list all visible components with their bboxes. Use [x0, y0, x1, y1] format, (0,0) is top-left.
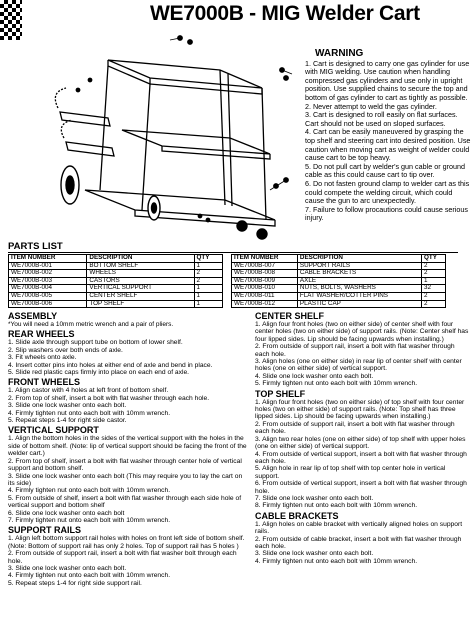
- cell: PLASTIC CAP: [297, 300, 421, 308]
- step: 2. From outside of support rail, insert a bolt with flat washer bolt through each hole.: [8, 550, 237, 565]
- section-heading: VERTICAL SUPPORT: [8, 425, 99, 436]
- header-qty: QTY: [194, 255, 222, 263]
- step: 5. Repeat steps 1-4 for right side support rail.: [8, 579, 142, 587]
- cell: 2: [422, 270, 446, 278]
- warning-heading: WARNING: [315, 48, 364, 59]
- warning-item: 5. Do not pull cart by welder's gun cable or ground cable as this could cause cart to tip over.: [305, 161, 465, 180]
- cell: 2: [194, 277, 222, 285]
- cell: AXLE: [297, 277, 421, 285]
- step: 4. Firmly tighten nut onto each bolt with 10mm wrench.: [8, 409, 171, 417]
- parts-list: [8, 241, 468, 308]
- cell: 1: [194, 262, 222, 270]
- parts-list-title: PARTS LIST: [8, 241, 458, 253]
- step: 4. Slide one lock washer onto each bolt.: [255, 372, 374, 380]
- step: 2. From outside of support rail, insert a bolt with flat washer through each hole.: [255, 420, 455, 436]
- step: 6. Slide one lock washer onto each bolt: [8, 509, 125, 517]
- step: 5. From outside of shelf, insert a bolt with flat washer through each side hole of vertical support and bottom shelf: [8, 494, 242, 510]
- cell: WE7000B-010: [232, 285, 298, 293]
- cell: 1: [422, 277, 446, 285]
- step: 3. Slide one lock washer onto each bolt.: [8, 402, 127, 410]
- cart-exploded-diagram: [30, 30, 300, 242]
- step: 3. Align two rear holes (one on either side) of top shelf with upper holes (one on either side) of vertical support.: [255, 435, 466, 451]
- table-row: [9, 300, 223, 308]
- section-heading: CABLE BRACKETS: [255, 510, 339, 521]
- step: 8. Firmly tighten nut onto each bolt with 10mm wrench.: [255, 502, 418, 510]
- step: 4. Insert cotter pins into holes at either end of axle and bend in place.: [8, 361, 213, 369]
- assembly-left-column: [8, 310, 248, 587]
- warning-item: 4. Cart can be easily maneuvered by grasping the top shelf and steering cart into desired position. Use caution when moving cart as weight of welder could cause cart to be top heavy.: [305, 127, 471, 163]
- step: 6. From outside of vertical support, insert a bolt with flat washer through hole.: [255, 480, 467, 495]
- cell: 1: [194, 285, 222, 293]
- cell: VERTICAL SUPPORT: [87, 285, 194, 293]
- cell: WE7000B-007: [232, 262, 298, 270]
- header-description: DESCRIPTION: [297, 255, 421, 263]
- step: 3. Slide one lock washer onto each bolt.: [8, 564, 127, 572]
- step: 7. Slide one lock washer onto each bolt.: [255, 494, 374, 502]
- step: 4. Firmly tighten nut onto each bolt with 10mm wrench.: [255, 557, 418, 565]
- table-row: [232, 292, 446, 300]
- step: 2. From outside of support rail, insert a bolt with flat washer through each hole.: [255, 343, 455, 358]
- header-item-number: ITEM NUMBER: [232, 255, 298, 263]
- step: 1. Align four front holes (two on either side) of top shelf with four center holes (two on either side) of support rails. (Note: Top shelf has three lipped sides. Lip should be facing upwards when installing.): [255, 398, 465, 421]
- cell: CABLE BRACKETS: [297, 270, 421, 278]
- step: 2. From outside of cable bracket, insert a bolt with flat washer through each hole.: [255, 535, 462, 550]
- section-heading: REAR WHEELS: [8, 329, 75, 340]
- warning-item: 2. Never attempt to weld the gas cylinder.: [305, 101, 437, 111]
- cell: 2: [194, 270, 222, 278]
- step: 1. Align left bottom support rail holes with holes on front left side of bottom shelf. (Note: Bottom of support rail has only 2 holes. Top of support rail has 5 holes ): [8, 535, 245, 550]
- step: 5. Slide red plastic caps firmly into place on each end of axle.: [8, 369, 190, 377]
- cell: 2: [422, 262, 446, 270]
- cell: BOTTOM SHELF: [87, 262, 194, 270]
- cell: 32: [422, 285, 446, 293]
- cell: FLAT WASHER/COTTER PINS: [297, 292, 421, 300]
- cell: 2: [422, 292, 446, 300]
- step: 7. Firmly tighten nut onto each bolt with 10mm wrench.: [8, 516, 171, 524]
- header-qty: QTY: [422, 255, 446, 263]
- step: 1. Align castor with 4 holes at left front of bottom shelf.: [8, 387, 169, 395]
- cell: WE7000B-008: [232, 270, 298, 278]
- cell: WE7000B-002: [9, 270, 87, 278]
- step: 4. From outside of vertical support, insert a bolt with flat washer through each hole.: [255, 450, 467, 465]
- header-description: DESCRIPTION: [87, 255, 194, 263]
- section-heading: TOP SHELF: [255, 388, 306, 399]
- section-heading: SUPPORT RAILS: [8, 525, 82, 536]
- table-row: [9, 292, 223, 300]
- cell: WE7000B-003: [9, 277, 87, 285]
- step: 1. Align holes on cable bracket with vertically aligned holes on support rails.: [255, 520, 463, 536]
- cell: SUPPORT RAILS: [297, 262, 421, 270]
- cell: WE7000B-005: [9, 292, 87, 300]
- warning-item: 3. Cart is designed to roll easily on flat surfaces. Cart should not be used on sloped surfaces.: [305, 110, 458, 128]
- step: 2. Slip washers over both ends of axle.: [8, 346, 123, 354]
- assembly-heading: ASSEMBLY: [8, 311, 58, 321]
- cell: TOP SHELF: [87, 300, 194, 308]
- cell: WE7000B-004: [9, 285, 87, 293]
- parts-table-left: [8, 254, 223, 308]
- warning-box: [305, 50, 473, 223]
- step: 2. From top of shelf, insert a bolt with flat washer through center hole of vertical support and bottom shelf.: [8, 457, 242, 473]
- step: 4. Firmly tighten nut onto each bolt with 10mm wrench.: [8, 572, 171, 580]
- page-title: WE7000B - MIG Welder Cart: [150, 2, 420, 25]
- cell: CASTORS: [87, 277, 194, 285]
- assembly-right-column: [255, 310, 470, 565]
- step: 3. Fit wheels onto axle.: [8, 354, 77, 362]
- section-heading: CENTER SHELF: [255, 311, 325, 321]
- parts-table-right: [231, 254, 446, 308]
- warning-item: 6. Do not fasten ground clamp to welder cart as this could compete the welding circuit, which could cause the gun to arc unexpectedly.: [305, 178, 470, 206]
- warning-list: [305, 60, 473, 223]
- checker-flag-logo: [0, 0, 22, 40]
- cell: 1: [194, 292, 222, 300]
- header-item-number: ITEM NUMBER: [9, 255, 87, 263]
- step: 3. Slide one lock washer onto each bolt.: [255, 550, 374, 558]
- step: 3. Slide one lock washer onto each bolt (This may require you to lay the cart on its side): [8, 472, 243, 487]
- step: 5. Firmly tighten nut onto each bolt with 10mm wrench.: [255, 380, 418, 388]
- warning-item: 1. Cart is designed to carry one gas cylinder for use with MIG welding. Use caution when handling compressed gas cylinders and use only in upright position. Use supplied chains to secure the top and bottom of gas cylinder to cart as tightly as possible.: [305, 58, 470, 102]
- table-row: [232, 300, 446, 308]
- step: 1. Align four front holes (two on either side) of center shelf with four center holes (two on either side) of support rails. (Note: Center shelf has four lipped sides. Lip should be facing upwards when installing.): [255, 321, 469, 343]
- step: 1. Slide axle through support tube on bottom of lower shelf.: [8, 339, 183, 347]
- cell: WHEELS: [87, 270, 194, 278]
- cell: WE7000B-001: [9, 262, 87, 270]
- cell: WE7000B-009: [232, 277, 298, 285]
- step: 5. Align hole in rear lip of top shelf with top center hole in vertical support.: [255, 465, 446, 480]
- cell: 2: [422, 300, 446, 308]
- cell: WE7000B-011: [232, 292, 298, 300]
- section-heading: FRONT WHEELS: [8, 377, 80, 388]
- step: 2. From top of shelf, insert a bolt with flat washer through each hole.: [8, 394, 210, 402]
- step: 4. Firmly tighten nut onto each bolt with 10mm wrench.: [8, 487, 171, 495]
- cell: WE7000B-006: [9, 300, 87, 308]
- warning-item: 7. Failure to follow procautions could cause serious injury.: [305, 204, 469, 223]
- step: 1. Align the bottom holes in the sides of the vertical support with the holes in the side of bottom shelf. (Note: lip of vertical support should be facing the front of the welder cart.): [8, 435, 247, 458]
- cell: WE7000B-012: [232, 300, 298, 308]
- assembly-note: *You will need a 10mm metric wrench and a pair of pliers.: [8, 321, 174, 328]
- cell: CENTER SHELF: [87, 292, 194, 300]
- step: 3. Align holes (one on either side) in rear lip of center shelf with center holes (one on either side) of vertical support.: [255, 358, 462, 373]
- cell: 1: [194, 300, 222, 308]
- cell: NUTS, BOLTS, WASHERS: [297, 285, 421, 293]
- step: 5. Repeat steps 1-4 for right side castor.: [8, 417, 127, 425]
